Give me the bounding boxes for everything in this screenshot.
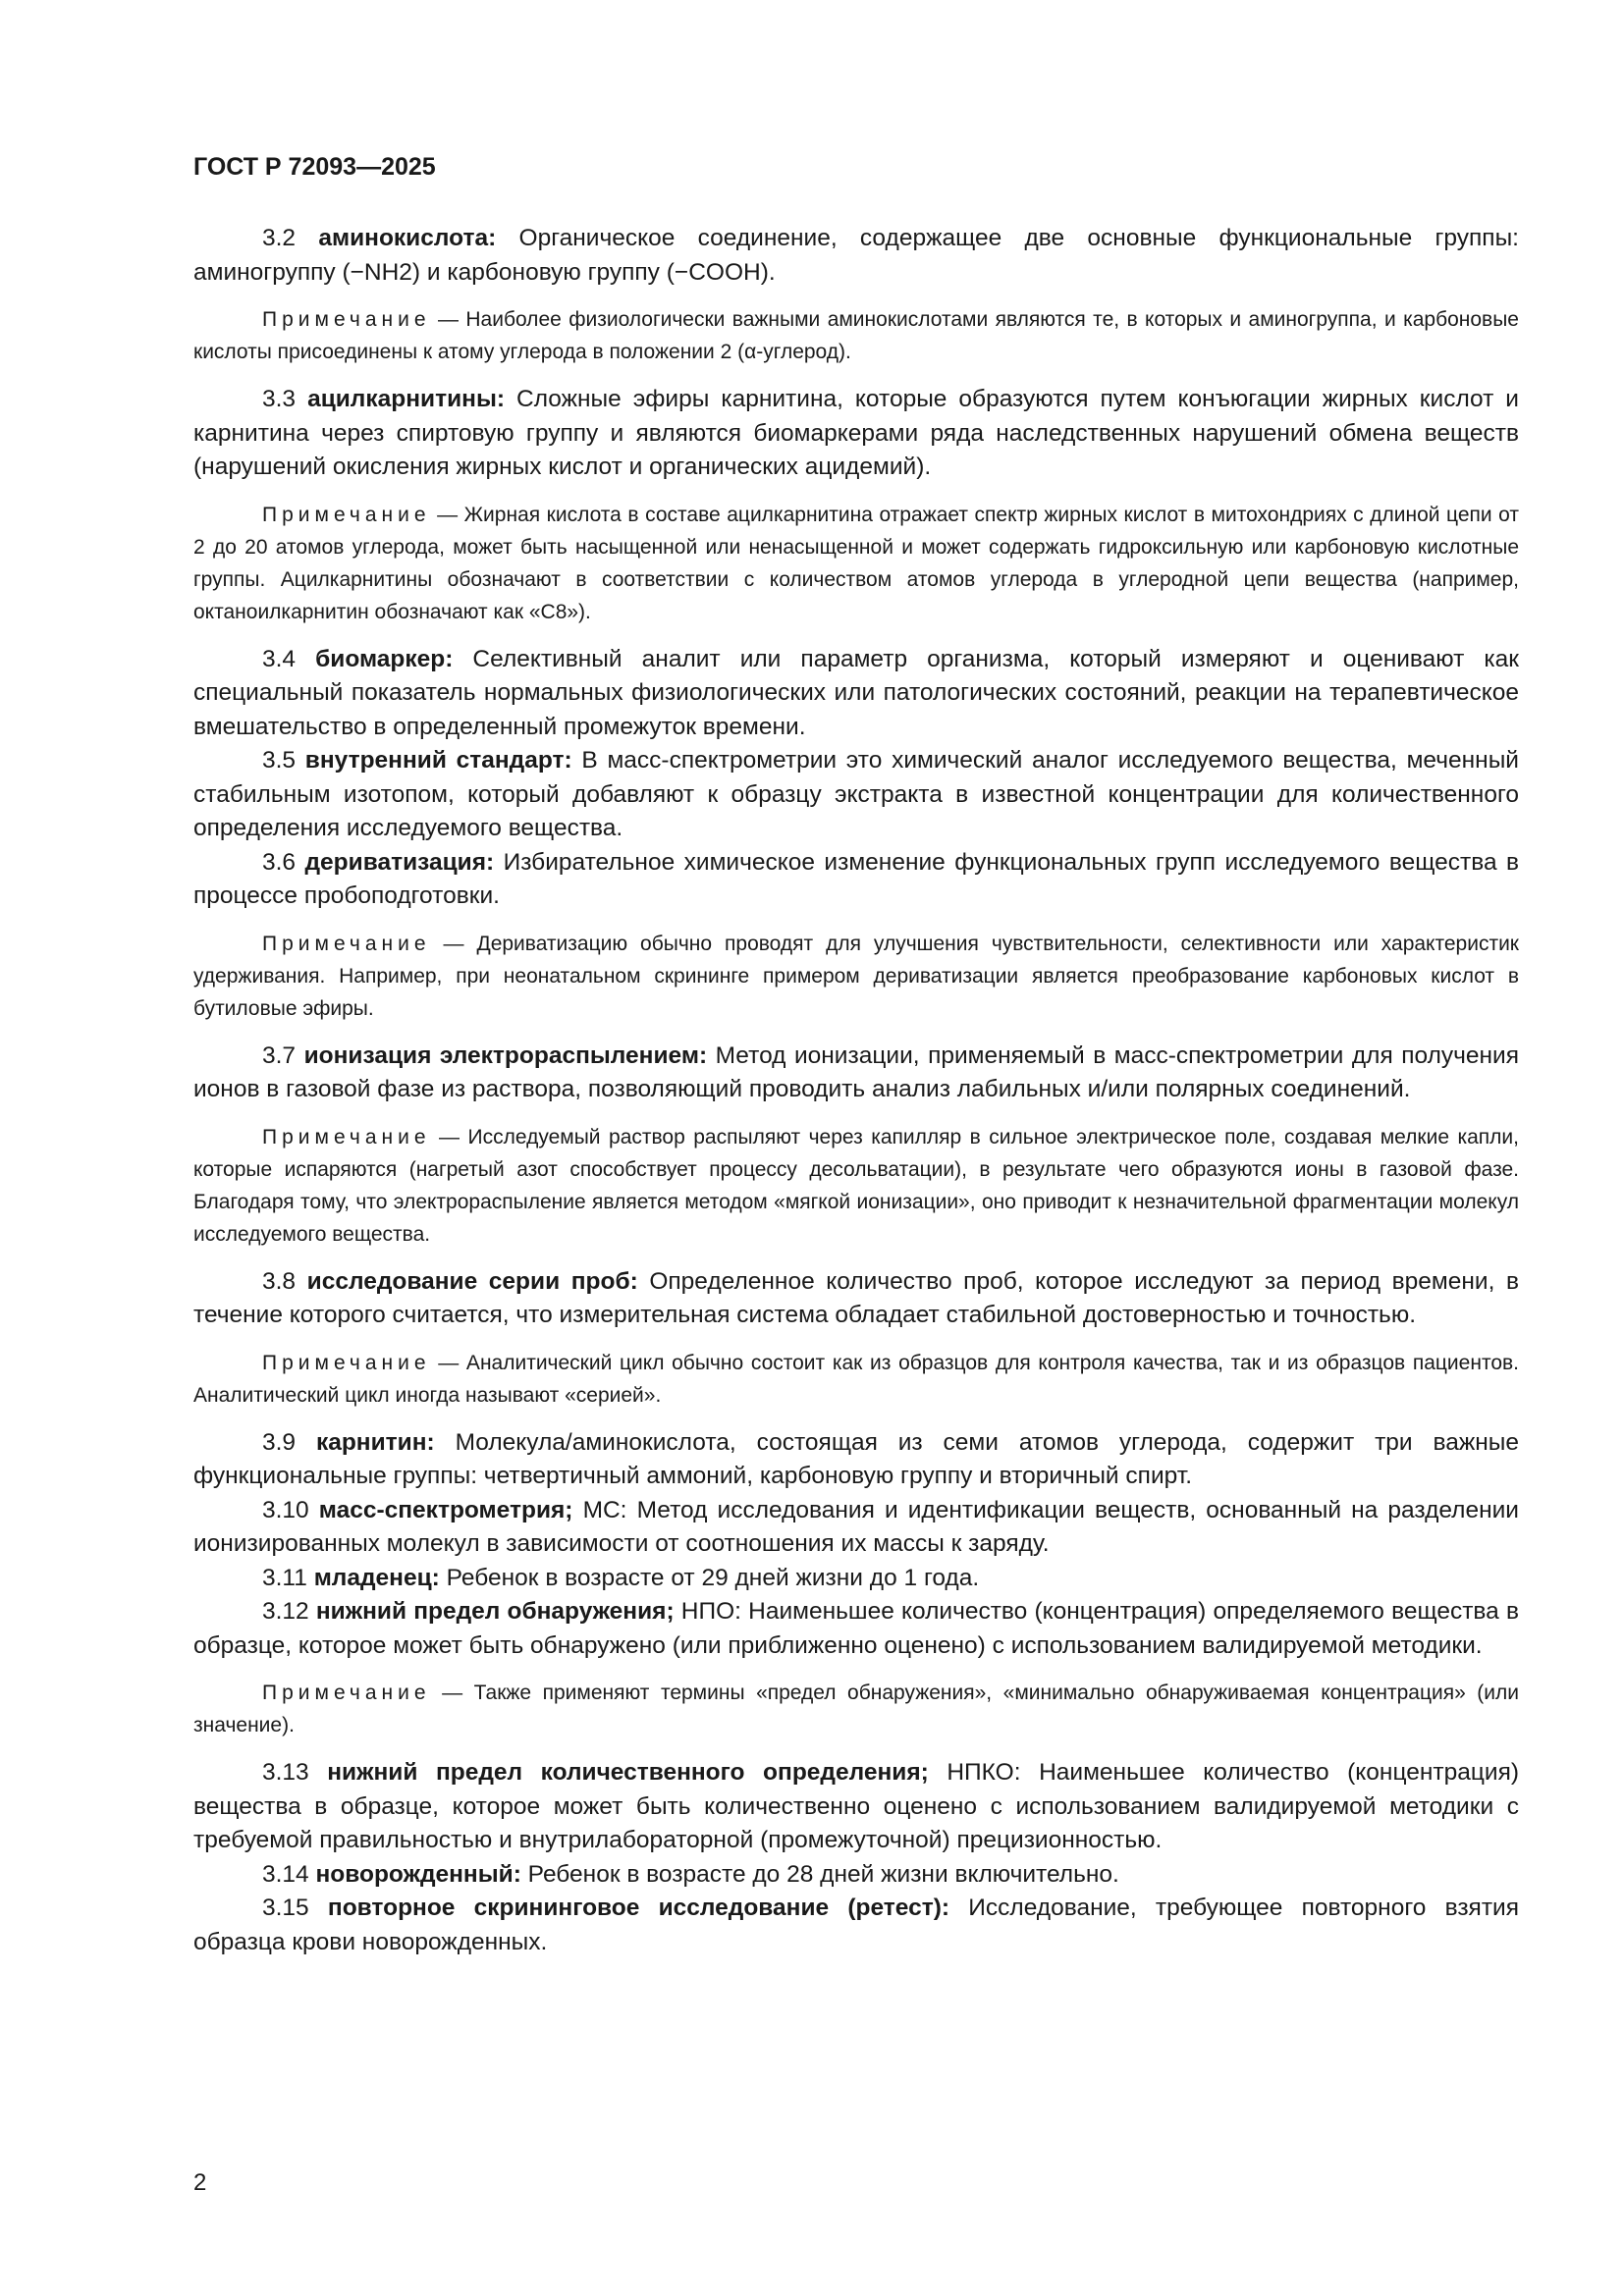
entry-term: аминокислота: — [318, 225, 497, 251]
entry-text: МС: Метод исследования и идентификации веществ, основанный на разделении ионизированных молекул в зависимости от соотношения их массы к заряду. — [193, 1496, 1519, 1557]
definition-entry — [193, 1426, 1519, 1494]
entry-number: 3.2 — [262, 225, 297, 251]
note-text: — Жирная кислота в составе ацилкарнитина отражает спектр жирных кислот в митохондриях с длиной цепи от 2 до 20 атомов углерода, может быть насыщенной или ненасыщенной и может содержать гидроксильную или карбоновую кислотные группы. Ацилкарнитины обозначают в соответствии с количеством атомов углерода в углеродной цепи вещества (например, октаноилкарнитин обозначают как «С8»). — [193, 503, 1519, 623]
note-text: — Также применяют термины «предел обнаружения», «минимально обнаруживаемая концентрация» (или значение). — [193, 1682, 1519, 1736]
entry-text: Ребенок в возрасте от 29 дней жизни до 1 года. — [439, 1564, 980, 1591]
entry-term: нижний предел обнаружения; — [315, 1598, 675, 1625]
entry-term: ацилкарнитины: — [307, 386, 506, 412]
entry-term: новорожденный: — [315, 1860, 521, 1888]
definition-entry — [193, 1494, 1519, 1562]
entry-note — [193, 1677, 1519, 1741]
note-label: Примечание — [262, 503, 431, 526]
document-header: ГОСТ Р 72093—2025 — [193, 153, 436, 181]
entry-text: Селективный аналит или параметр организма, который измеряют и оценивают как специальный показатель нормальных физиологических или патологических состояний, реакции на терапевтическое вмешательство в определенный промежуток времени. — [193, 645, 1519, 740]
note-label: Примечание — [262, 932, 431, 955]
definition-entry — [193, 744, 1519, 846]
entry-note — [193, 928, 1519, 1025]
entry-text: Органическое соединение, содержащее две основные функциональные группы: аминогруппу (−NH2) и карбоновую группу (−COOH). — [193, 225, 1519, 286]
entry-number: 3.12 — [262, 1598, 309, 1625]
entry-term: карнитин: — [315, 1428, 435, 1456]
note-label: Примечание — [262, 308, 431, 331]
entry-number: 3.13 — [262, 1759, 309, 1786]
entry-note — [193, 303, 1519, 368]
definition-entry — [193, 383, 1519, 485]
note-label: Примечание — [262, 1125, 431, 1148]
entry-term: дериватизация: — [304, 848, 495, 876]
definition-entry — [193, 1562, 1519, 1596]
entry-number: 3.9 — [262, 1428, 297, 1456]
entry-number: 3.6 — [262, 848, 297, 876]
note-text: — Дериватизацию обычно проводят для улучшения чувствительности, селективности или характеристик удерживания. Например, при неонатальном скрининге примером дериватизации является преобразование карбоновых кислот в бутиловые эфиры. — [193, 932, 1519, 1020]
definition-entry — [193, 1040, 1519, 1107]
entry-note — [193, 499, 1519, 628]
note-text: — Исследуемый раствор распыляют через капилляр в сильное электрическое поле, создавая мелкие капли, которые испаряются (нагретый азот способствует процессу десольватации), в результате чего образуются ионы в газовой фазе. Благодаря тому, что электрораспыление является методом «мягкой ионизации», оно приводит к незначительной фрагментации молекул исследуемого вещества. — [193, 1125, 1519, 1246]
entry-number: 3.8 — [262, 1267, 297, 1295]
page-number: 2 — [193, 2169, 207, 2196]
entry-term: исследование серии проб: — [306, 1267, 638, 1295]
definition-entry — [193, 1858, 1519, 1893]
entry-text: Сложные эфиры карнитина, которые образуются путем конъюгации жирных кислот и карнитина через спиртовую группу и являются биомаркерами ряда наследственных нарушений обмена веществ (нарушений окисления жирных кислот и органических ацидемий). — [193, 386, 1519, 480]
definition-entry — [193, 1892, 1519, 1959]
entry-text: Избирательное химическое изменение функциональных групп исследуемого вещества в процессе пробоподготовки. — [193, 848, 1520, 909]
entry-note — [193, 1347, 1519, 1412]
definition-entry — [193, 222, 1519, 290]
note-label: Примечание — [262, 1682, 431, 1704]
entry-term: нижний предел количественного определения; — [327, 1759, 929, 1786]
note-label: Примечание — [262, 1351, 431, 1374]
entry-number: 3.4 — [262, 645, 297, 672]
definition-entry — [193, 643, 1519, 745]
entry-term: биомаркер: — [315, 645, 454, 672]
note-text: — Аналитический цикл обычно состоит как из образцов для контроля качества, так и из образцов пациентов. Аналитический цикл иногда называют «серией». — [193, 1351, 1519, 1407]
entry-text: В масс-спектрометрии это химический аналог исследуемого вещества, меченный стабильным изотопом, который добавляют к образцу экстракта в известной концентрации для количественного определения исследуемого вещества. — [193, 747, 1519, 841]
entry-number: 3.14 — [262, 1860, 309, 1888]
entry-term: повторное скрининговое исследование (ретест): — [327, 1895, 950, 1921]
entry-text: Определенное количество проб, которое исследуют за период времени, в течение которого считается, что измерительная система обладает стабильной достоверностью и точностью. — [193, 1267, 1519, 1328]
entry-text: Метод ионизации, применяемый в масс-спектрометрии для получения ионов в газовой фазе из раствора, позволяющий проводить анализ лабильных и/или полярных соединений. — [193, 1041, 1519, 1102]
entry-text: Исследование, требующее повторного взятия образца крови новорожденных. — [193, 1895, 1519, 1955]
note-text: — Наиболее физиологически важными аминокислотами являются те, в которых и аминогруппа, и карбоновые кислоты присоединены к атому углерода в положении 2 (α-углерод). — [193, 308, 1519, 363]
entry-term: масс-спектрометрия; — [318, 1496, 573, 1523]
definition-entry — [193, 1595, 1519, 1663]
definitions-list — [193, 222, 1519, 1959]
entry-term: младенец: — [313, 1564, 440, 1591]
entry-note — [193, 1121, 1519, 1251]
definition-entry — [193, 846, 1519, 914]
entry-text: Молекула/аминокислота, состоящая из семи атомов углерода, содержит три важные функциональные группы: четвертичный аммоний, карбоновую группу и вторичный спирт. — [193, 1428, 1520, 1489]
entry-number: 3.10 — [262, 1496, 309, 1523]
entry-term: ионизация электрораспылением: — [303, 1041, 708, 1069]
definition-entry — [193, 1265, 1519, 1333]
entry-number: 3.11 — [262, 1564, 307, 1591]
definition-entry — [193, 1756, 1519, 1858]
entry-term: внутренний стандарт: — [304, 747, 572, 774]
entry-number: 3.15 — [262, 1895, 309, 1921]
entry-text: Ребенок в возрасте до 28 дней жизни включительно. — [520, 1860, 1119, 1888]
entry-text: НПКО: Наименьшее количество (концентрация) вещества в образце, которое может быть количественно оценено с использованием валидируемой методики с требуемой правильностью и внутрилабораторной (промежуточной) прецизионностью. — [193, 1759, 1519, 1853]
entry-text: НПО: Наименьшее количество (концентрация) определяемого вещества в образце, которое может быть обнаружено (или приближенно оценено) с использованием валидируемой методики. — [193, 1598, 1519, 1659]
entry-number: 3.3 — [262, 386, 297, 412]
entry-number: 3.7 — [262, 1041, 297, 1069]
entry-number: 3.5 — [262, 747, 297, 774]
